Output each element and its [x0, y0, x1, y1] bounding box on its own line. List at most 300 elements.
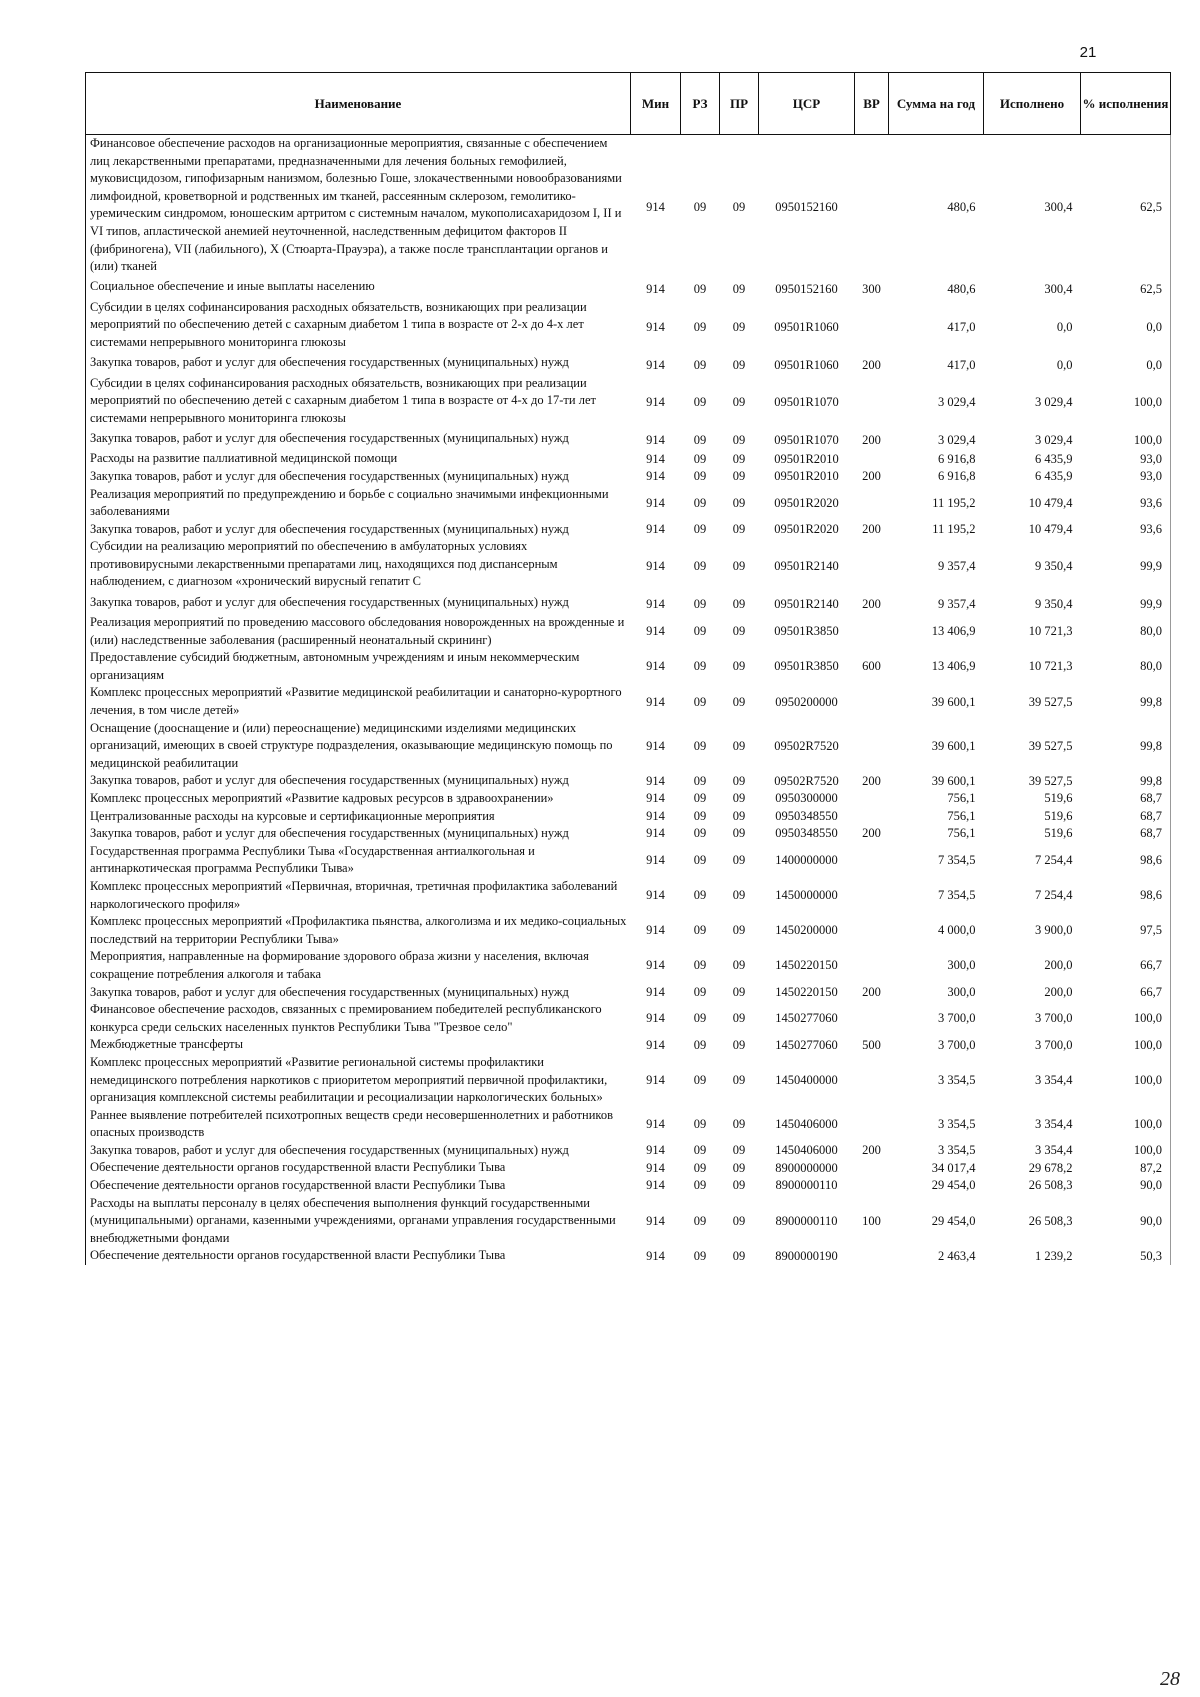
row-pr: 09: [732, 1213, 746, 1228]
row-rz: 09: [693, 1116, 707, 1131]
row-pct: 93,0: [1081, 450, 1171, 468]
row-csr: 09501R2020: [774, 495, 839, 510]
table-row: [86, 450, 1171, 468]
row-vr: [855, 135, 889, 276]
row-rz: 09: [693, 791, 707, 806]
row-sum: 6 916,8: [938, 469, 976, 484]
row-pr: 09: [732, 791, 746, 806]
row-pct: 93,6: [1081, 486, 1171, 521]
table-row: [86, 468, 1171, 486]
row-min: 914: [646, 1037, 665, 1052]
row-sum: 29 454,0: [931, 1178, 976, 1193]
table-row: [86, 521, 1171, 539]
row-rz: 09: [693, 199, 707, 214]
row-sum: 480,6: [947, 199, 976, 214]
row-rz: 09: [693, 319, 707, 334]
row-sum: 7 354,5: [938, 852, 976, 867]
row-rz: 09: [693, 1248, 707, 1263]
row-sum: 756,1: [947, 808, 976, 823]
row-done: 7 254,4: [1035, 888, 1073, 903]
row-csr: 0950152160: [775, 281, 838, 296]
row-pct: 99,8: [1081, 720, 1171, 773]
row-name: Закупка товаров, работ и услуг для обеспечения государственных (муниципальных) нужд: [86, 591, 631, 614]
row-pr: 09: [732, 1248, 746, 1263]
row-csr: 09501R2140: [774, 559, 839, 574]
row-csr: 1450406000: [775, 1116, 838, 1131]
row-sum: 13 406,9: [931, 659, 976, 674]
row-rz: 09: [693, 852, 707, 867]
row-csr: 1450200000: [775, 923, 838, 938]
row-vr: 600: [862, 659, 881, 674]
row-rz: 09: [693, 395, 707, 410]
table-row: [86, 1107, 1171, 1142]
row-min: 914: [646, 958, 665, 973]
row-name: Предоставление субсидий бюджетным, автономным учреждениям и иным некоммерческим организациям: [86, 649, 631, 684]
table-row: [86, 843, 1171, 878]
row-vr: [855, 878, 889, 913]
row-sum: 417,0: [947, 357, 976, 372]
row-pr: 09: [732, 738, 746, 753]
row-pr: 09: [732, 495, 746, 510]
row-done: 519,6: [1044, 826, 1073, 841]
header-done: Исполнено: [984, 73, 1081, 135]
row-done: 3 029,4: [1035, 395, 1073, 410]
row-done: 10 721,3: [1028, 659, 1073, 674]
table-row: [86, 1036, 1171, 1054]
row-pct: 100,0: [1081, 1107, 1171, 1142]
row-vr: 200: [862, 357, 881, 372]
row-vr: [855, 614, 889, 649]
header-sum: Сумма на год: [889, 73, 984, 135]
row-vr: [855, 1001, 889, 1036]
row-pct: 68,7: [1081, 825, 1171, 843]
header-vr: ВР: [855, 73, 889, 135]
row-name: Комплекс процессных мероприятий «Развитие кадровых ресурсов в здравоохранении»: [86, 790, 631, 808]
table-row: [86, 1247, 1171, 1265]
budget-execution-table: [85, 72, 1171, 1265]
row-csr: 09501R2140: [774, 597, 839, 612]
table-row: [86, 684, 1171, 719]
row-done: 26 508,3: [1028, 1213, 1073, 1228]
row-min: 914: [646, 1072, 665, 1087]
table-row: [86, 984, 1171, 1002]
row-pct: 50,3: [1081, 1247, 1171, 1265]
row-rz: 09: [693, 433, 707, 448]
row-sum: 3 354,5: [938, 1143, 976, 1158]
row-name: Комплекс процессных мероприятий «Развитие медицинской реабилитации и санаторно-курортного лечения, в том числе детей»: [86, 684, 631, 719]
row-vr: [855, 843, 889, 878]
row-pr: 09: [732, 659, 746, 674]
row-pct: 0,0: [1081, 299, 1171, 352]
row-sum: 3 029,4: [938, 395, 976, 410]
row-vr: [855, 1054, 889, 1107]
row-name: Закупка товаров, работ и услуг для обеспечения государственных (муниципальных) нужд: [86, 1142, 631, 1160]
row-rz: 09: [693, 888, 707, 903]
row-rz: 09: [693, 773, 707, 788]
table-row: [86, 790, 1171, 808]
row-min: 914: [646, 1011, 665, 1026]
row-sum: 300,0: [947, 958, 976, 973]
table-row: [86, 352, 1171, 375]
row-name: Мероприятия, направленные на формирование здорового образа жизни у населения, включая сокращение потребления алкоголя и табака: [86, 948, 631, 983]
row-min: 914: [646, 495, 665, 510]
row-pct: 99,9: [1081, 591, 1171, 614]
table-row: [86, 538, 1171, 591]
row-pr: 09: [732, 319, 746, 334]
row-csr: 09501R2010: [774, 469, 839, 484]
row-pr: 09: [732, 984, 746, 999]
row-rz: 09: [693, 1011, 707, 1026]
row-rz: 09: [693, 1143, 707, 1158]
row-vr: 200: [862, 597, 881, 612]
table-header-row: [86, 73, 1171, 135]
row-pr: 09: [732, 826, 746, 841]
row-sum: 2 463,4: [938, 1248, 976, 1263]
row-pr: 09: [732, 1160, 746, 1175]
row-pr: 09: [732, 433, 746, 448]
row-min: 914: [646, 469, 665, 484]
row-done: 26 508,3: [1028, 1178, 1073, 1193]
row-sum: 3 700,0: [938, 1037, 976, 1052]
row-pr: 09: [732, 808, 746, 823]
row-name: Обеспечение деятельности органов государственной власти Республики Тыва: [86, 1159, 631, 1177]
row-name: Раннее выявление потребителей психотропных веществ среди несовершеннолетних и работников опасных производств: [86, 1107, 631, 1142]
row-done: 10 479,4: [1028, 521, 1073, 536]
row-sum: 3 029,4: [938, 433, 976, 448]
row-vr: [855, 948, 889, 983]
table-row: [86, 1159, 1171, 1177]
row-done: 7 254,4: [1035, 852, 1073, 867]
row-csr: 09501R3850: [774, 659, 839, 674]
table-row: [86, 772, 1171, 790]
row-pr: 09: [732, 357, 746, 372]
row-min: 914: [646, 1248, 665, 1263]
row-min: 914: [646, 357, 665, 372]
row-min: 914: [646, 738, 665, 753]
row-done: 1 239,2: [1035, 1248, 1073, 1263]
row-sum: 417,0: [947, 319, 976, 334]
row-pct: 100,0: [1081, 375, 1171, 428]
row-sum: 39 600,1: [931, 738, 976, 753]
row-name: Закупка товаров, работ и услуг для обеспечения государственных (муниципальных) нужд: [86, 468, 631, 486]
row-done: 300,4: [1044, 281, 1073, 296]
table-row: [86, 913, 1171, 948]
table-row: [86, 427, 1171, 450]
row-name: Комплекс процессных мероприятий «Профилактика пьянства, алкоголизма и их медико-социальных последствий на территории Республики Тыва»: [86, 913, 631, 948]
table-row: [86, 948, 1171, 983]
row-vr: 200: [862, 826, 881, 841]
table-row: [86, 808, 1171, 826]
table-row: [86, 720, 1171, 773]
row-csr: 09502R7520: [774, 773, 839, 788]
row-rz: 09: [693, 357, 707, 372]
row-min: 914: [646, 281, 665, 296]
row-pr: 09: [732, 923, 746, 938]
table-row: [86, 276, 1171, 299]
row-csr: 0950152160: [775, 199, 838, 214]
row-vr: 100: [862, 1213, 881, 1228]
row-done: 3 700,0: [1035, 1011, 1073, 1026]
row-sum: 39 600,1: [931, 694, 976, 709]
row-name: Финансовое обеспечение расходов на организационные мероприятия, связанные с обеспечением лиц лекарственными препаратами, предназначенными для лечения больных гемофилией, муковисцидозом, гипофизарным нанизмом, болезнью Гоше, злокачественными новообразованиями лимфоидной, кроветворной и родственных им тканей, рассеянным склерозом, гемолитико-уремическим синдромом, юношеским артритом с системным началом, мукополисахаридозом I, II и VI типов, апластической анемией неуточненной, наследственным дефицитом факторов II (фибриногена), VII (лабильного), X (Стюарта-Прауэра), а также после трансплантации органов и (или) тканей: [86, 135, 631, 276]
row-rz: 09: [693, 469, 707, 484]
row-csr: 09501R1060: [774, 319, 839, 334]
row-done: 6 435,9: [1035, 469, 1073, 484]
row-done: 9 350,4: [1035, 597, 1073, 612]
row-done: 0,0: [1056, 319, 1073, 334]
row-pct: 0,0: [1081, 352, 1171, 375]
row-rz: 09: [693, 1178, 707, 1193]
row-pct: 90,0: [1081, 1177, 1171, 1195]
row-pct: 68,7: [1081, 808, 1171, 826]
row-pr: 09: [732, 1037, 746, 1052]
row-vr: [855, 486, 889, 521]
row-done: 3 900,0: [1035, 923, 1073, 938]
row-csr: 09501R1060: [774, 357, 839, 372]
row-rz: 09: [693, 694, 707, 709]
row-sum: 6 916,8: [938, 451, 976, 466]
row-sum: 39 600,1: [931, 773, 976, 788]
row-done: 3 354,4: [1035, 1143, 1073, 1158]
row-rz: 09: [693, 1213, 707, 1228]
row-vr: [855, 1177, 889, 1195]
row-pr: 09: [732, 199, 746, 214]
row-min: 914: [646, 1143, 665, 1158]
row-min: 914: [646, 451, 665, 466]
row-done: 3 700,0: [1035, 1037, 1073, 1052]
row-name: Государственная программа Республики Тыва «Государственная антиалкогольная и антинаркотическая программа Республики Тыва»: [86, 843, 631, 878]
table-row: [86, 135, 1171, 276]
row-rz: 09: [693, 451, 707, 466]
row-pr: 09: [732, 1072, 746, 1087]
row-vr: [855, 375, 889, 428]
row-pr: 09: [732, 958, 746, 973]
row-pct: 66,7: [1081, 948, 1171, 983]
row-rz: 09: [693, 597, 707, 612]
row-csr: 09502R7520: [774, 738, 839, 753]
row-min: 914: [646, 395, 665, 410]
row-name: Централизованные расходы на курсовые и сертификационные мероприятия: [86, 808, 631, 826]
row-min: 914: [646, 319, 665, 334]
row-pr: 09: [732, 888, 746, 903]
row-sum: 11 195,2: [932, 521, 976, 536]
header-csr: ЦСР: [759, 73, 855, 135]
row-min: 914: [646, 773, 665, 788]
table-body: [86, 135, 1171, 1266]
header-min: Мин: [631, 73, 681, 135]
row-pct: 62,5: [1081, 135, 1171, 276]
row-name: Социальное обеспечение и иные выплаты населению: [86, 276, 631, 299]
row-pct: 100,0: [1081, 1142, 1171, 1160]
row-done: 6 435,9: [1035, 451, 1073, 466]
row-vr: [855, 720, 889, 773]
row-rz: 09: [693, 826, 707, 841]
row-rz: 09: [693, 559, 707, 574]
table-row: [86, 1142, 1171, 1160]
row-sum: 13 406,9: [931, 624, 976, 639]
row-min: 914: [646, 888, 665, 903]
row-pr: 09: [732, 559, 746, 574]
row-done: 39 527,5: [1028, 773, 1073, 788]
row-vr: 200: [862, 984, 881, 999]
row-sum: 4 000,0: [938, 923, 976, 938]
row-pr: 09: [732, 597, 746, 612]
page-corner-mark: 28: [1160, 1668, 1180, 1690]
row-pr: 09: [732, 624, 746, 639]
row-vr: 200: [862, 521, 881, 536]
row-name: Субсидии на реализацию мероприятий по обеспечению в амбулаторных условиях противовирусными лекарственными препаратами лиц, находящихся под диспансерным наблюдением, с диагнозом «хронический вирусный гепатит С: [86, 538, 631, 591]
row-vr: [855, 913, 889, 948]
row-vr: [855, 1107, 889, 1142]
row-done: 10 721,3: [1028, 624, 1073, 639]
row-min: 914: [646, 923, 665, 938]
header-name: Наименование: [86, 73, 631, 135]
row-pct: 100,0: [1081, 1001, 1171, 1036]
row-vr: [855, 299, 889, 352]
header-rz: РЗ: [681, 73, 720, 135]
row-min: 914: [646, 1160, 665, 1175]
table-row: [86, 1001, 1171, 1036]
row-done: 0,0: [1056, 357, 1073, 372]
row-name: Расходы на выплаты персоналу в целях обеспечения выполнения функций государственными (муниципальными) органами, казенными учреждениями, органами управления государственными внебюджетными фондами: [86, 1195, 631, 1248]
row-sum: 3 354,5: [938, 1116, 976, 1131]
row-done: 519,6: [1044, 808, 1073, 823]
row-pct: 62,5: [1081, 276, 1171, 299]
row-csr: 1450277060: [775, 1037, 838, 1052]
row-rz: 09: [693, 923, 707, 938]
row-csr: 0950348550: [775, 826, 838, 841]
row-pr: 09: [732, 469, 746, 484]
row-csr: 8900000190: [775, 1248, 838, 1263]
row-pr: 09: [732, 694, 746, 709]
row-min: 914: [646, 1213, 665, 1228]
row-pct: 97,5: [1081, 913, 1171, 948]
row-min: 914: [646, 984, 665, 999]
row-min: 914: [646, 791, 665, 806]
header-pr: ПР: [720, 73, 759, 135]
row-done: 39 527,5: [1028, 694, 1073, 709]
row-name: Закупка товаров, работ и услуг для обеспечения государственных (муниципальных) нужд: [86, 521, 631, 539]
row-rz: 09: [693, 281, 707, 296]
row-name: Субсидии в целях софинансирования расходных обязательств, возникающих при реализации мероприятий по обеспечению детей с сахарным диабетом 1 типа в возрасте от 4-х до 17-ти лет системами непрерывного мониторинга глюкозы: [86, 375, 631, 428]
row-name: Расходы на развитие паллиативной медицинской помощи: [86, 450, 631, 468]
row-pct: 99,9: [1081, 538, 1171, 591]
row-pct: 99,8: [1081, 772, 1171, 790]
row-sum: 9 357,4: [938, 597, 976, 612]
row-csr: 09501R1070: [774, 433, 839, 448]
row-name: Реализация мероприятий по проведению массового обследования новорожденных на врожденные и (или) наследственные заболевания (расширенный неонатальный скрининг): [86, 614, 631, 649]
row-min: 914: [646, 1116, 665, 1131]
row-vr: [855, 790, 889, 808]
row-csr: 8900000000: [775, 1160, 838, 1175]
row-done: 200,0: [1044, 984, 1073, 999]
row-vr: [855, 1159, 889, 1177]
row-rz: 09: [693, 495, 707, 510]
row-done: 9 350,4: [1035, 559, 1073, 574]
row-rz: 09: [693, 1037, 707, 1052]
row-min: 914: [646, 1178, 665, 1193]
table-row: [86, 486, 1171, 521]
row-name: Закупка товаров, работ и услуг для обеспечения государственных (муниципальных) нужд: [86, 825, 631, 843]
row-sum: 756,1: [947, 826, 976, 841]
row-vr: [855, 684, 889, 719]
row-min: 914: [646, 521, 665, 536]
row-pct: 100,0: [1081, 1036, 1171, 1054]
row-csr: 8900000110: [775, 1178, 838, 1193]
row-csr: 1450220150: [775, 984, 838, 999]
row-csr: 1450400000: [775, 1072, 838, 1087]
row-rz: 09: [693, 738, 707, 753]
row-pct: 80,0: [1081, 614, 1171, 649]
table-row: [86, 614, 1171, 649]
row-csr: 0950348550: [775, 808, 838, 823]
row-pct: 98,6: [1081, 878, 1171, 913]
row-pct: 99,8: [1081, 684, 1171, 719]
row-pct: 100,0: [1081, 427, 1171, 450]
row-vr: 300: [862, 281, 881, 296]
row-min: 914: [646, 808, 665, 823]
row-vr: [855, 1247, 889, 1265]
row-sum: 11 195,2: [932, 495, 976, 510]
row-name: Межбюджетные трансферты: [86, 1036, 631, 1054]
row-name: Закупка товаров, работ и услуг для обеспечения государственных (муниципальных) нужд: [86, 984, 631, 1002]
row-name: Обеспечение деятельности органов государственной власти Республики Тыва: [86, 1177, 631, 1195]
row-pr: 09: [732, 395, 746, 410]
row-csr: 1450277060: [775, 1011, 838, 1026]
row-name: Комплекс процессных мероприятий «Первичная, вторичная, третичная профилактика заболеваний наркологического профиля»: [86, 878, 631, 913]
row-csr: 09501R2020: [774, 521, 839, 536]
row-pct: 68,7: [1081, 790, 1171, 808]
row-min: 914: [646, 433, 665, 448]
page-number: 21: [1079, 44, 1097, 61]
row-pr: 09: [732, 521, 746, 536]
row-done: 39 527,5: [1028, 738, 1073, 753]
row-pct: 93,6: [1081, 521, 1171, 539]
row-min: 914: [646, 826, 665, 841]
row-min: 914: [646, 559, 665, 574]
row-name: Финансовое обеспечение расходов, связанных с премированием победителей республиканского конкурса среди сельских населенных пунктов Республики Тыва "Трезвое село": [86, 1001, 631, 1036]
row-csr: 0950200000: [775, 694, 838, 709]
table-row: [86, 375, 1171, 428]
row-vr: [855, 450, 889, 468]
row-sum: 300,0: [947, 984, 976, 999]
row-pct: 93,0: [1081, 468, 1171, 486]
row-done: 3 354,4: [1035, 1116, 1073, 1131]
row-vr: 200: [862, 773, 881, 788]
row-rz: 09: [693, 1160, 707, 1175]
row-name: Оснащение (дооснащение и (или) переоснащение) медицинскими изделиями медицинских организаций, имеющих в своей структуре подразделения, оказывающие медицинскую помощь по медицинской реабилитации: [86, 720, 631, 773]
row-vr: 200: [862, 433, 881, 448]
table-row: [86, 825, 1171, 843]
row-csr: 1400000000: [775, 852, 838, 867]
row-name: Субсидии в целях софинансирования расходных обязательств, возникающих при реализации мероприятий по обеспечению детей с сахарным диабетом 1 типа в возрасте от 2-х до 4-х лет системами непрерывного мониторинга глюкозы: [86, 299, 631, 352]
row-name: Закупка товаров, работ и услуг для обеспечения государственных (муниципальных) нужд: [86, 427, 631, 450]
table-row: [86, 299, 1171, 352]
row-rz: 09: [693, 624, 707, 639]
row-sum: 480,6: [947, 281, 976, 296]
row-done: 3 029,4: [1035, 433, 1073, 448]
row-name: Обеспечение деятельности органов государственной власти Республики Тыва: [86, 1247, 631, 1265]
row-vr: 200: [862, 1143, 881, 1158]
table-row: [86, 649, 1171, 684]
table-row: [86, 1054, 1171, 1107]
row-csr: 1450220150: [775, 958, 838, 973]
row-name: Реализация мероприятий по предупреждению и борьбе с социально значимыми инфекционными заболеваниями: [86, 486, 631, 521]
row-rz: 09: [693, 808, 707, 823]
row-name: Комплекс процессных мероприятий «Развитие региональной системы профилактики немедицинского потребления наркотиков с приоритетом мероприятий первичной профилактики, организация комплексной системы реабилитации и ресоциализации наркологических больных»: [86, 1054, 631, 1107]
row-pct: 100,0: [1081, 1054, 1171, 1107]
row-min: 914: [646, 199, 665, 214]
